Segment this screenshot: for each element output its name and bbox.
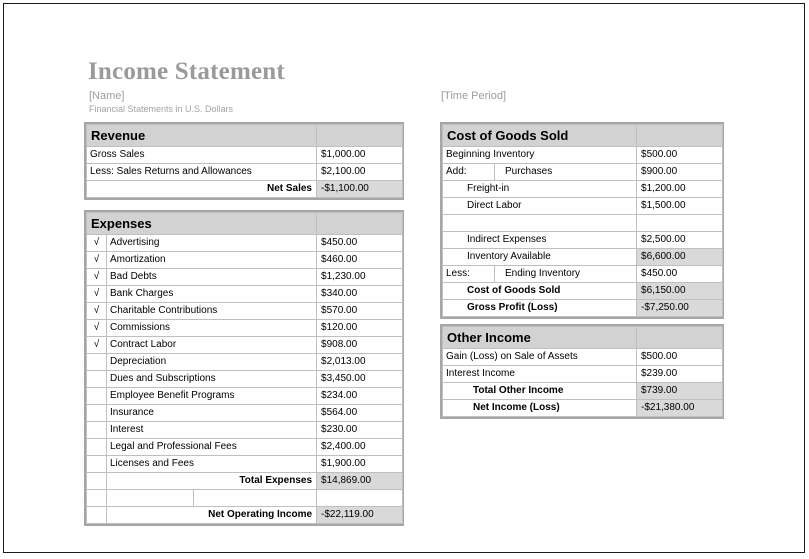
row-label: Gross Profit (Loss) xyxy=(443,300,637,317)
checkmark-icon[interactable]: √ xyxy=(87,320,107,337)
row-value[interactable]: $340.00 xyxy=(317,286,403,303)
table-row[interactable] xyxy=(87,439,403,456)
row-label: Dues and Subscriptions xyxy=(107,371,317,388)
table-row[interactable] xyxy=(87,252,403,269)
row-value: $14,869.00 xyxy=(317,473,403,490)
table-row-total xyxy=(443,300,723,317)
row-value: $6,150.00 xyxy=(637,283,723,300)
row-value[interactable]: $1,900.00 xyxy=(317,456,403,473)
other-income-header-spacer xyxy=(637,327,723,349)
table-row[interactable] xyxy=(87,164,403,181)
row-value[interactable]: $2,500.00 xyxy=(637,232,723,249)
cost-of-goods-sold-table xyxy=(440,122,724,319)
checkmark-icon[interactable]: √ xyxy=(87,337,107,354)
row-label: Licenses and Fees xyxy=(107,456,317,473)
checkmark-slot xyxy=(87,507,107,524)
checkmark-icon[interactable]: √ xyxy=(87,252,107,269)
expenses-header-spacer xyxy=(317,213,403,235)
row-value[interactable]: $900.00 xyxy=(637,164,723,181)
row-value[interactable]: $1,200.00 xyxy=(637,181,723,198)
checkmark-icon[interactable] xyxy=(87,439,107,456)
row-label: Net Income (Loss) xyxy=(443,400,637,417)
other-income-header-label: Other Income xyxy=(443,327,637,349)
table-row[interactable] xyxy=(87,456,403,473)
page-title: Income Statement xyxy=(88,58,285,85)
table-row-total xyxy=(443,383,723,400)
row-prefix: Less: xyxy=(443,266,495,283)
checkmark-icon[interactable] xyxy=(87,405,107,422)
table-row[interactable] xyxy=(87,269,403,286)
table-row[interactable] xyxy=(87,371,403,388)
row-value[interactable]: $2,013.00 xyxy=(317,354,403,371)
table-row[interactable] xyxy=(87,286,403,303)
row-label: Net Operating Income xyxy=(107,507,317,524)
other-income-table xyxy=(440,324,724,419)
table-row[interactable] xyxy=(443,232,723,249)
table-row[interactable] xyxy=(87,405,403,422)
checkmark-icon[interactable] xyxy=(87,354,107,371)
row-label: Total Expenses xyxy=(107,473,317,490)
row-value: -$21,380.00 xyxy=(637,400,723,417)
row-label: Depreciation xyxy=(107,354,317,371)
table-row[interactable] xyxy=(87,235,403,252)
checkmark-icon[interactable]: √ xyxy=(87,286,107,303)
row-value: $739.00 xyxy=(637,383,723,400)
row-blank-right xyxy=(194,490,317,507)
expenses-table xyxy=(84,210,404,526)
table-row-blank xyxy=(443,215,723,232)
row-label: Beginning Inventory xyxy=(443,147,637,164)
row-label: Advertising xyxy=(107,235,317,252)
table-row[interactable] xyxy=(443,147,723,164)
checkmark-icon[interactable]: √ xyxy=(87,269,107,286)
table-row[interactable] xyxy=(87,422,403,439)
table-row-total xyxy=(443,249,723,266)
row-label: Insurance xyxy=(107,405,317,422)
row-value: -$22,119.00 xyxy=(317,507,403,524)
row-value: $6,600.00 xyxy=(637,249,723,266)
cogs-header-label: Cost of Goods Sold xyxy=(443,125,637,147)
row-value[interactable]: $1,230.00 xyxy=(317,269,403,286)
table-row-total xyxy=(443,400,723,417)
row-label: Gain (Loss) on Sale of Assets xyxy=(443,349,637,366)
row-label: Interest Income xyxy=(443,366,637,383)
row-value[interactable]: $500.00 xyxy=(637,349,723,366)
table-row[interactable] xyxy=(87,303,403,320)
row-label: Freight-in xyxy=(443,181,637,198)
row-blank-value xyxy=(317,490,403,507)
spreadsheet-canvas xyxy=(4,4,804,552)
row-value[interactable]: $234.00 xyxy=(317,388,403,405)
revenue-table xyxy=(84,122,404,200)
row-label: Indirect Expenses xyxy=(443,232,637,249)
table-header-row xyxy=(87,125,403,147)
row-label: Inventory Available xyxy=(443,249,637,266)
row-value: -$7,250.00 xyxy=(637,300,723,317)
table-row[interactable] xyxy=(87,337,403,354)
table-row[interactable] xyxy=(87,354,403,371)
row-label: Bank Charges xyxy=(107,286,317,303)
table-row[interactable] xyxy=(443,181,723,198)
row-value[interactable]: $239.00 xyxy=(637,366,723,383)
row-label: Employee Benefit Programs xyxy=(107,388,317,405)
table-row[interactable] xyxy=(443,349,723,366)
table-row-total xyxy=(443,283,723,300)
row-value[interactable]: $120.00 xyxy=(317,320,403,337)
row-label: Net Sales xyxy=(87,181,317,198)
revenue-header-label: Revenue xyxy=(87,125,317,147)
row-label: Gross Sales xyxy=(87,147,317,164)
table-row[interactable] xyxy=(87,388,403,405)
row-label: Charitable Contributions xyxy=(107,303,317,320)
checkmark-icon[interactable] xyxy=(87,388,107,405)
row-label: Total Other Income xyxy=(443,383,637,400)
table-row[interactable] xyxy=(87,320,403,337)
row-value[interactable]: $570.00 xyxy=(317,303,403,320)
document-page xyxy=(3,3,805,553)
table-row[interactable] xyxy=(443,266,723,283)
table-row-total xyxy=(87,473,403,490)
table-row-total xyxy=(87,181,403,198)
row-value[interactable]: $500.00 xyxy=(637,147,723,164)
table-row-total xyxy=(87,507,403,524)
checkmark-icon[interactable] xyxy=(87,371,107,388)
row-value[interactable]: $230.00 xyxy=(317,422,403,439)
table-row[interactable] xyxy=(443,164,723,181)
row-value[interactable]: $450.00 xyxy=(637,266,723,283)
expenses-header-label: Expenses xyxy=(87,213,317,235)
row-label: Interest xyxy=(107,422,317,439)
time-period-placeholder[interactable]: [Time Period] xyxy=(441,90,507,102)
table-row[interactable] xyxy=(443,366,723,383)
row-value[interactable]: $3,450.00 xyxy=(317,371,403,388)
table-header-row xyxy=(87,213,403,235)
row-value[interactable]: $1,000.00 xyxy=(317,147,403,164)
table-row[interactable] xyxy=(87,147,403,164)
table-row-blank xyxy=(87,490,403,507)
row-value[interactable]: $2,100.00 xyxy=(317,164,403,181)
row-label: Legal and Professional Fees xyxy=(107,439,317,456)
row-label: Cost of Goods Sold xyxy=(443,283,637,300)
checkmark-icon[interactable]: √ xyxy=(87,303,107,320)
table-header-row xyxy=(443,327,723,349)
table-header-row xyxy=(443,125,723,147)
checkmark-icon[interactable] xyxy=(87,456,107,473)
checkmark-icon[interactable] xyxy=(87,422,107,439)
cogs-header-spacer xyxy=(637,125,723,147)
row-label: Commissions xyxy=(107,320,317,337)
row-value: -$1,100.00 xyxy=(317,181,403,198)
row-label: Contract Labor xyxy=(107,337,317,354)
checkmark-icon[interactable]: √ xyxy=(87,235,107,252)
row-value xyxy=(637,215,723,232)
row-value[interactable]: $564.00 xyxy=(317,405,403,422)
row-value[interactable]: $908.00 xyxy=(317,337,403,354)
row-prefix: Add: xyxy=(443,164,495,181)
row-label: Ending Inventory xyxy=(495,266,637,283)
table-row[interactable] xyxy=(443,198,723,215)
revenue-header-spacer xyxy=(317,125,403,147)
row-label: Amortization xyxy=(107,252,317,269)
row-label: Less: Sales Returns and Allowances xyxy=(87,164,317,181)
row-label xyxy=(443,215,637,232)
row-label: Bad Debts xyxy=(107,269,317,286)
row-value[interactable]: $450.00 xyxy=(317,235,403,252)
currency-note: Financial Statements in U.S. Dollars xyxy=(89,104,234,114)
row-label: Direct Labor xyxy=(443,198,637,215)
row-value[interactable]: $2,400.00 xyxy=(317,439,403,456)
row-value[interactable]: $1,500.00 xyxy=(637,198,723,215)
company-name-placeholder[interactable]: [Name] xyxy=(89,90,125,102)
row-blank-left xyxy=(107,490,194,507)
checkmark-slot xyxy=(87,473,107,490)
checkmark-slot xyxy=(87,490,107,507)
row-value[interactable]: $460.00 xyxy=(317,252,403,269)
row-label: Purchases xyxy=(495,164,637,181)
